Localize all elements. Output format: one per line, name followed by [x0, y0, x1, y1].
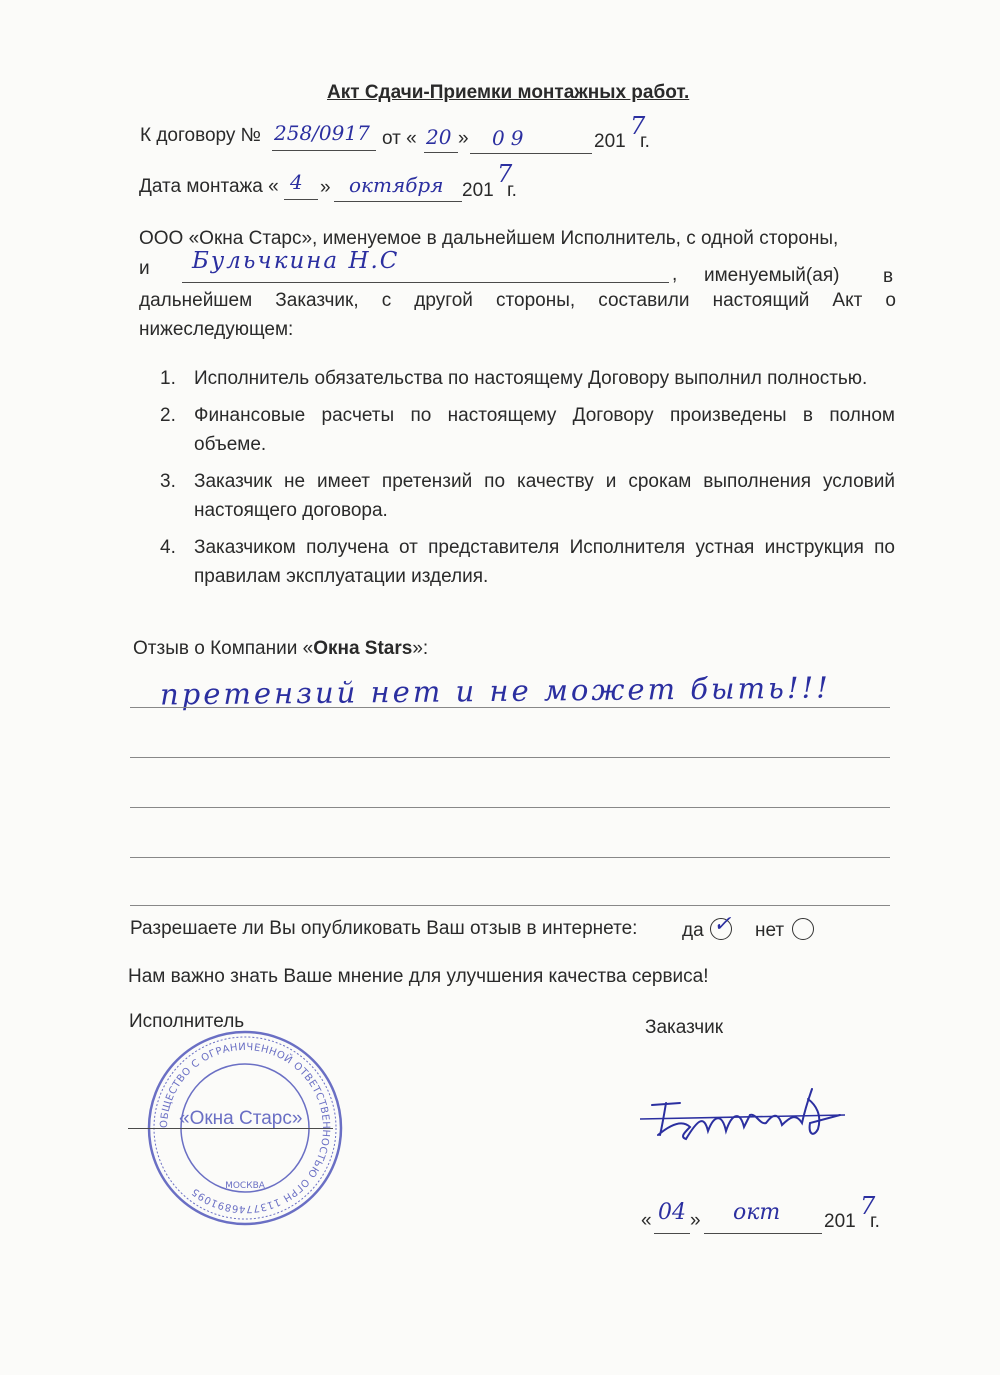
intro-named: именуемый(ая) [704, 265, 840, 286]
document-title: Акт Сдачи-Приемки монтажных работ. [327, 82, 690, 103]
terms-list [160, 364, 895, 599]
executor-label: Исполнитель [129, 1011, 245, 1032]
intro-comma: , [672, 264, 678, 285]
contract-from: от « [382, 128, 417, 149]
review-handwritten-text: претензий нет и не может быть!!! [159, 670, 832, 712]
list-item [160, 533, 895, 591]
contract-year-prefix: 201 [594, 131, 626, 152]
sign-date-year-suffix: г. [870, 1211, 880, 1232]
review-company: Окна Stars [313, 638, 413, 659]
publish-yes-label: да [682, 920, 704, 941]
sign-date-day-underline [654, 1233, 690, 1234]
intro-line-1: ООО «Окна Старс», именуемое в дальнейшем Исполнитель, с одной стороны, [139, 228, 839, 249]
customer-signature [640, 1075, 860, 1165]
check-icon: ✓ [713, 912, 732, 937]
contract-number: 258/0917 [274, 121, 370, 145]
stamp-center-text: «Окна Старс» [179, 1108, 303, 1129]
list-item-text: Финансовые расчеты по настоящему Договору произведены в полном объеме. [194, 405, 895, 455]
review-label-suffix: »: [412, 638, 429, 659]
install-date-label: Дата монтажа « [139, 176, 279, 197]
sign-date-month-underline [704, 1233, 822, 1234]
customer-label: Заказчик [645, 1017, 724, 1038]
closing-text: Нам важно знать Ваше мнение для улучшения качества сервиса! [128, 966, 709, 987]
intro-in: в [883, 266, 894, 287]
install-year-prefix: 201 [462, 180, 494, 201]
contract-year-suffix: г. [640, 131, 650, 152]
list-item-number: 1. [160, 368, 176, 389]
stamp-ring-text: ОБЩЕСТВО С ОГРАНИЧЕННОЙ ОТВЕТСТВЕННОСТЬЮ ОГРН 1137746891095 [158, 1041, 332, 1215]
executor-signature-line [128, 1128, 333, 1129]
contract-year-digit: 7 [630, 112, 646, 140]
intro-line-3: дальнейшем Заказчик, с другой стороны, составили настоящий Акт о [139, 290, 896, 311]
review-label [133, 638, 428, 660]
contract-quote: » [458, 128, 469, 149]
list-item-number: 3. [160, 471, 176, 492]
contract-label: К договору № [140, 125, 262, 146]
contract-number-underline [272, 150, 376, 151]
sign-date-open: « [641, 1210, 652, 1231]
publish-question: Разрешаете ли Вы опубликовать Ваш отзыв в интернете: [130, 918, 638, 939]
customer-name-handwritten: Бульчкина Н.С [192, 248, 400, 274]
list-item-text: Исполнитель обязательства по настоящему Договору выполнил полностью. [194, 368, 868, 389]
publish-yes-option[interactable] [710, 912, 732, 940]
sign-date-day: 04 [658, 1200, 686, 1225]
review-line-5 [130, 905, 890, 906]
contract-month-underline [470, 153, 592, 154]
customer-name-underline [182, 282, 669, 283]
install-day: 4 [290, 170, 303, 194]
review-line-2 [130, 757, 890, 758]
list-item-text: Заказчиком получена от представителя Исполнителя устная инструкция по правилам эксплуатации изделия. [194, 537, 895, 587]
install-year-suffix: г. [507, 180, 517, 201]
contract-month: 09 [492, 126, 530, 150]
sign-date-quote: » [690, 1210, 701, 1231]
list-item [160, 401, 895, 459]
review-line-4 [130, 857, 890, 858]
list-item [160, 364, 895, 393]
review-line-3 [130, 807, 890, 808]
install-year-digit: 7 [497, 160, 513, 188]
publish-no-label: нет [755, 920, 785, 941]
contract-day: 20 [426, 125, 452, 149]
no-radio-circle[interactable] [792, 918, 814, 940]
install-month-underline [334, 201, 462, 202]
install-day-underline [284, 199, 318, 200]
review-line-1 [130, 707, 890, 708]
stamp-city: МОСКВА [225, 1181, 265, 1191]
intro-and: и [139, 258, 150, 279]
sign-date-year-digit: 7 [860, 1192, 876, 1220]
review-label-prefix: Отзыв о Компании « [133, 638, 314, 659]
list-item-number: 4. [160, 537, 176, 558]
publish-no-option[interactable] [792, 918, 814, 940]
list-item-number: 2. [160, 405, 176, 426]
intro-line-4: нижеследующем: [139, 319, 294, 340]
install-month: октября [349, 173, 444, 197]
sign-date-year-prefix: 201 [824, 1211, 856, 1232]
sign-date-month: окт [733, 1200, 781, 1225]
contract-day-underline [424, 152, 458, 153]
install-quote: » [320, 177, 331, 198]
list-item-text: Заказчик не имеет претензий по качеству и срокам выполнения условий настоящего договора. [194, 471, 895, 521]
list-item [160, 467, 895, 525]
